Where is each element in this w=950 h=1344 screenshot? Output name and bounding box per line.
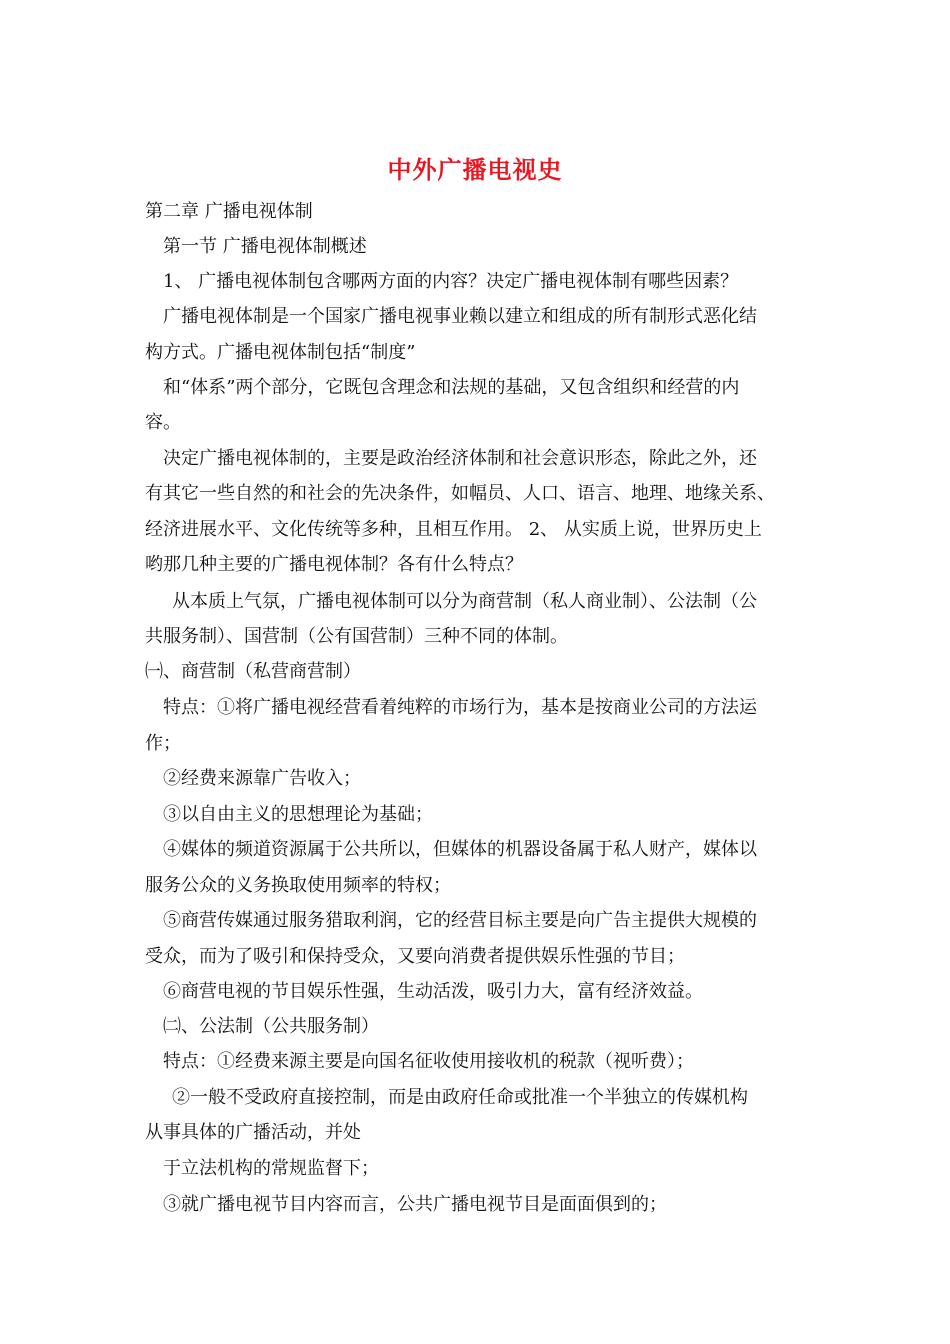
list-item: 从事具体的广播活动，并处 (145, 1122, 361, 1143)
list-item: 于立法机构的常规监督下； (163, 1158, 379, 1179)
question-1: 1、 广播电视体制包含哪两方面的内容？决定广播电视体制有哪些因素？ (163, 271, 739, 292)
list-item: ②经费来源靠广告收入； (163, 768, 361, 789)
list-item: 特点：①将广播电视经营看着纯粹的市场行为，基本是按商业公司的方法运 (163, 697, 757, 718)
list-item: ⑥商营电视的节目娱乐性强，生动活泼，吸引力大，富有经济效益。 (163, 981, 703, 1002)
paragraph-line: 经济进展水平、文化传统等多种，且相互作用。 2、 从实质上说，世界历史上 (145, 519, 762, 540)
list-item: ③就广播电视节目内容而言，公共广播电视节目是面面俱到的； (163, 1194, 667, 1215)
paragraph-line: 和“体系”两个部分，它既包含理念和法规的基础，又包含组织和经营的内 (163, 377, 740, 398)
list-item: ④媒体的频道资源属于公共所以，但媒体的机器设备属于私人财产，媒体以 (163, 839, 757, 860)
list-item: ③以自由主义的思想理论为基础； (163, 804, 433, 825)
chapter-heading: 第二章 广播电视体制 (145, 201, 313, 222)
subsection-heading: ㈡、公法制（公共服务制） (163, 1016, 379, 1037)
paragraph-line: 广播电视体制是一个国家广播电视事业赖以建立和组成的所有制形式恶化结 (163, 306, 757, 327)
list-item: 特点：①经费来源主要是向国名征收使用接收机的税款（视听费）； (163, 1051, 694, 1072)
paragraph-line: 有其它一些自然的和社会的先决条件，如幅员、人口、语言、地理、地缘关系、 (145, 483, 775, 504)
question-2-line: 哟那几种主要的广播电视体制？各有什么特点？ (145, 554, 523, 575)
subsection-heading: ㈠、商营制（私营商营制） (145, 661, 361, 682)
paragraph-line: 容。 (145, 412, 181, 433)
list-item: 受众，而为了吸引和保持受众，又要向消费者提供娱乐性强的节目； (145, 946, 685, 967)
section-heading: 第一节 广播电视体制概述 (163, 236, 367, 257)
paragraph-line: 从本质上气氛，广播电视体制可以分为商营制（私人商业制）、公法制（公 (172, 591, 757, 612)
list-item: ②一般不受政府直接控制，而是由政府任命或批准一个半独立的传媒机构 (172, 1087, 748, 1108)
paragraph-line: 共服务制）、国营制（公有国营制）三种不同的体制。 (145, 626, 568, 647)
list-item: 作； (145, 733, 181, 754)
list-item: 服务公众的义务换取使用频率的特权； (145, 875, 451, 896)
document-title: 中外广播电视史 (387, 155, 563, 184)
paragraph-line: 构方式。广播电视体制包括“制度” (145, 342, 416, 363)
paragraph-line: 决定广播电视体制的，主要是政治经济体制和社会意识形态，除此之外，还 (163, 448, 757, 469)
list-item: ⑤商营传媒通过服务猎取利润，它的经营目标主要是向广告主提供大规模的 (163, 910, 757, 931)
